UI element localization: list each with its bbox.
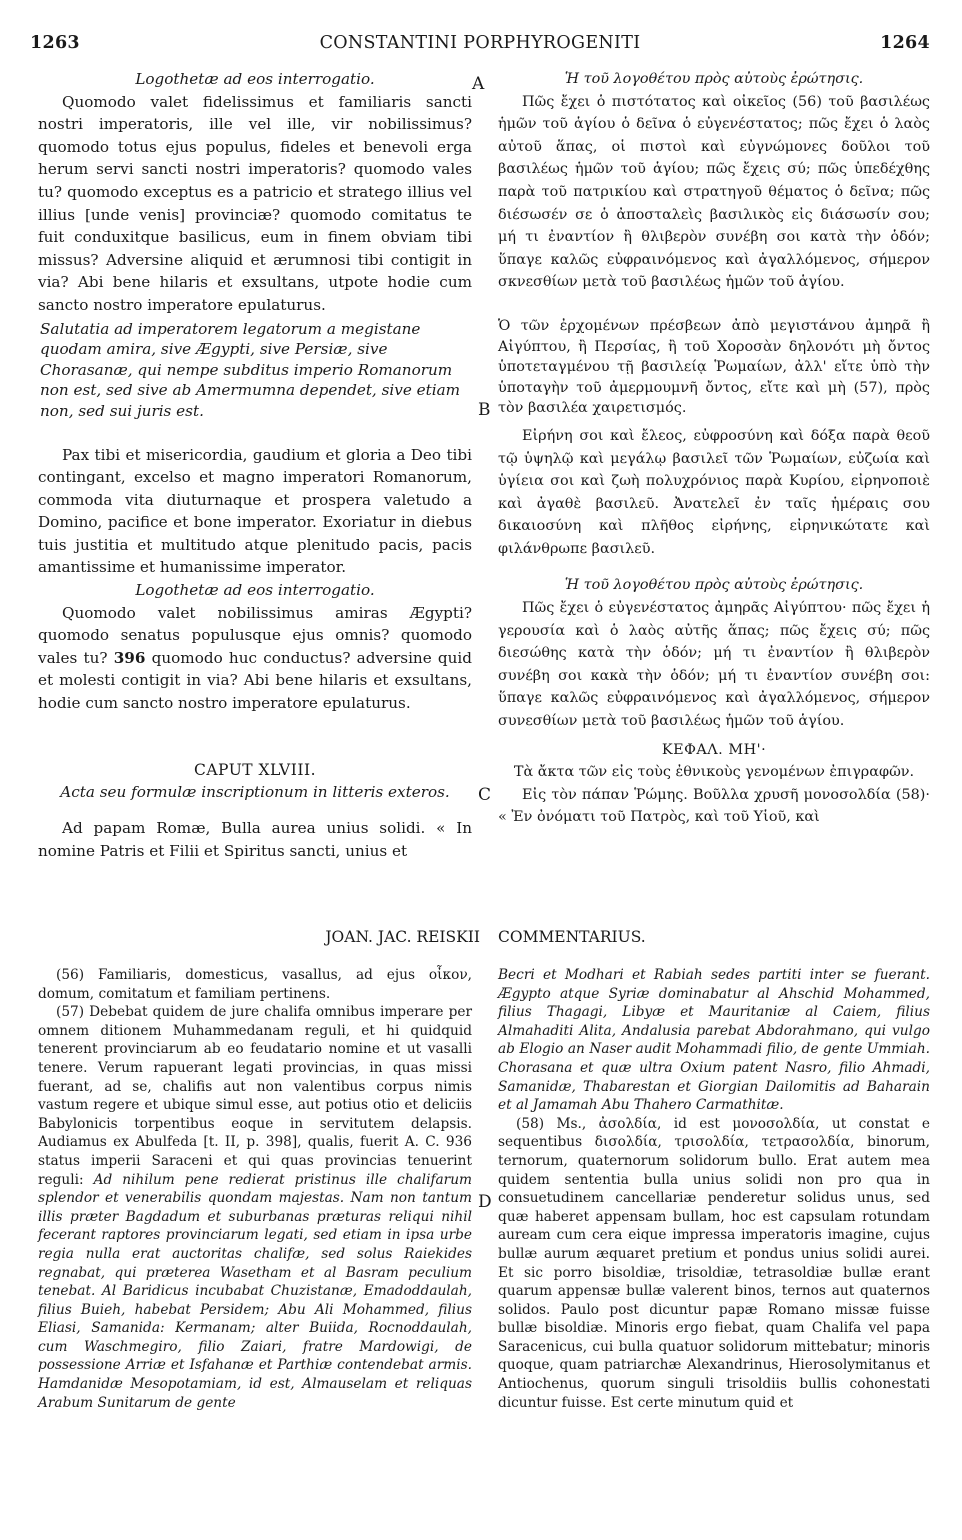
right-page-number: 1264 xyxy=(880,33,930,53)
notes-right-column xyxy=(498,966,930,1412)
latin-paragraph-3-part-a: Quomodo valet nobilissimus amiras Ægypti? quomodo senatus populusque ejus omnis? quomodo vales tu? xyxy=(38,603,472,667)
running-title: CONSTANTINI PORPHYROGENITI xyxy=(319,33,641,53)
note-58: (58) Ms., ἀσολδία, id est μονοσολδία, ut constat e sequentibus δισολδία, τρισολδία, τετρασολδία, binorum, ternorum, quaternorum solidorum bullo. Erat autem mea quidem sententia bulla unius solidi non pro qua in consuetudinem cancellariæ penderetur solidus unus, sed quæ haberet appensam bullam, hoc est capsulam rotundam auream cum cera eique impressa imperatoris imagine, cujus bullæ aurum æquaret pretium et pondus unius solidi aurei. Et sic porro bisoldiæ, trisoldiæ, tetrasoldiæ bullæ erant quarum appensæ bullæ valerent binos, ternos aut quaternos solidos. Paulo post dicuntur papæ Romano missæ fuisse bullæ bisoldiæ. Minoris ergo fiebat, quam Chalifa vel papa Saracenicus, cui bulla quatuor solidorum mittebatur; minoris quoque, quam patriarchæ Alexandrinus, Hierosolymitanus et Antiochenus, quorum singuli trisoldiis bullis cohonestati dicuntur fuisse. Est certe minutum quid et xyxy=(498,1115,930,1411)
greek-paragraph-1: Πῶς ἔχει ὁ πιστότατος καὶ οἰκεῖος (56) τοῦ βασιλέως ἡμῶν τοῦ ἁγίου ὁ δεῖνα ὁ εὐγενέστατος; πῶς ἔχει ὁ λαὸς αὐτοῦ ἅπας, οἱ πιστοὶ καὶ εὐγνώμονες δοῦλοι τοῦ βασιλέως ἡμῶν τοῦ ἁγίου; πῶς ἔχεις σύ; πῶς ὑπεδέχθης παρὰ τοῦ πατρικίου καὶ στρατηγοῦ θέματος ὁ δεῖνα; πῶς διέσωσέν σε ὁ ἀποσταλεὶς βασιλικὸς εἰς διάσωσίν σου; μή τι ἐναντίον ἢ θλιβερὸν συνέβη σοι κατὰ τὴν ὁδόν; ὕπαγε καλῶς εὐφραινόμενος καὶ ἀγαλλόμενος, σήμερον σκνεσθίων μετὰ τοῦ βασιλέως ἡμῶν τοῦ ἁγίου. xyxy=(498,93,930,291)
margin-page-number: 396 xyxy=(113,648,146,667)
latin-column xyxy=(38,68,472,862)
margin-marker-b: B xyxy=(478,400,491,420)
latin-chapter-subtitle: Acta seu formulæ inscriptionum in litteris exteros. xyxy=(60,782,450,801)
left-page-number: 1263 xyxy=(30,33,80,53)
page-header xyxy=(30,33,930,63)
note-57 xyxy=(38,1003,472,1412)
latin-paragraph-3 xyxy=(38,602,472,715)
latin-chapter-title: CAPUT XLVIII. xyxy=(193,760,317,779)
latin-paragraph-4: Ad papam Romæ, Bulla aurea unius solidi. « In nomine Patris et Filii et Spiritus sancti, unius et xyxy=(38,819,472,860)
greek-rubric-1: Ἡ τοῦ λογοθέτου πρὸς αὐτοὺς ἐρώτησις. xyxy=(564,71,864,87)
greek-paragraph-4: Πῶς ἔχει ὁ εὐγενέστατος ἀμηρᾶς Αἰγύπτου· πῶς ἔχει ἡ γερουσία καὶ ὁ λαὸς αὐτῆς ἅπας; πῶς ἔχεις σύ; πῶς διεσώθης κατὰ τὴν ὁδόν; μή τι ἐναντίον ἢ θλιβερὸν συνέβη σοι κακὰ τὴν ὁδόν; μή τι ἐναντίον συνέβη σοι: ὕπαγε καλῶς εὐφραινόμενος καὶ ἀγαλλόμενος, σήμερον συνεσθίων μετὰ τοῦ βασιλέως ἡμῶν τοῦ ἁγίου. xyxy=(498,600,930,730)
latin-rubric-2: Salutatia ad imperatorem legatorum a megistane quodam amira, sive Ægypti, sive Persiæ, sive Chorasanæ, qui nempe subditus imperio Romanorum non est, sed sive ab Amermumna dependet, sive etiam non, sed sui juris est. xyxy=(40,319,461,420)
greek-chapter-subtitle: Τὰ ἄκτα τῶν εἰς τοὺς ἐθνικοὺς γενομένων ἐπιγραφῶν. xyxy=(513,764,915,781)
margin-marker-d: D xyxy=(478,1192,492,1212)
latin-rubric-3: Logothetæ ad eos interrogatio. xyxy=(135,581,375,600)
note-57-roman: (57) Debebat quidem de jure chalifa omnibus imperare per omnem ditionem Muhammedanam reguli, et hi quidquid tenerent provinciarum ab eo feudatario nomine et ut vasalli tenere. Verum rapuerant legati provincias, in quas missi fuerant, ad se, chalifis aut non valentibus corpus nimis vastum regere et ubique simul esse, aut potius otio et deliciis Babylonicis torpentibus eoque in servitutem delapsis. Audiamus ex Abulfeda [t. II, p. 398], qualis, fuerit A. C. 936 status imperii Saraceni et qui quas provincias tenuerint reguli: xyxy=(38,1004,472,1188)
latin-paragraph-3-part-b: quomodo huc conductus? adversine quid et molesti contigit in via? Abi bene hilaris et exsultans, hodie cum sancto nostro imperatore epulaturus. xyxy=(38,648,472,713)
latin-rubric-1: Logothetæ ad eos interrogatio. xyxy=(135,70,375,88)
greek-chapter-title: ΚΕΦΑΛ. ΜΗ'· xyxy=(661,741,767,758)
author-signature: JOAN. JAC. REISKII xyxy=(325,928,480,946)
greek-column xyxy=(498,68,930,829)
latin-paragraph-2: Pax tibi et misericordia, gaudium et gloria a Deo tibi contingant, excelso et magno imperatori Romanorum, commoda vita diuturnaque et prospera valetudo a Domino, pacifice et bone imperator. Exoriatur in diebus tuis justitia et multitudo atque plenitudo pacis, pacis amantissime et humanissime imperator. xyxy=(38,445,472,577)
greek-paragraph-2: Ὁ τῶν ἐρχομένων πρέσβεων ἀπὸ μεγιστάνου ἀμηρᾶ ἢ Αἰγύπτου, ἢ Περσίας, ἢ τοῦ Χοροσὰν δηλονότι μὴ ὄντος ὑποτεταγμένου τῇ βασιλείᾳ Ῥωμαίων, ἀλλ' εἴτε ὑπὸ τὴν ὑποταγὴν τοῦ ἀμερμουμνῆ ὄντος, εἴτε καὶ μὴ (57), πρὸς τὸν βασιλέα χαιρετισμός. xyxy=(498,317,930,417)
note-57-continued: Becri et Modhari et Rabiah sedes partiti inter se fuerant. Ægypto atque Syriæ dominabatur al Ahschid Mohammed, filius Thagagi, Libyæ et Mauritaniæ al Caiem, filius Almahaditi Alita, Andalusia parebat Abdorahmano, qui vulgo ab Elogio an Naser audit Mohammadi filio, de gente Ummiah. Chorasana et quæ ultra Oxium patent Nasro, filio Ahmadi, Samanidæ, Thabarestan et Giorgian Dailomitis ad Baharain et al Jamamah Abu Thahero Carmathitæ. xyxy=(498,967,930,1114)
commentary-title: COMMENTARIUS. xyxy=(498,928,646,946)
greek-paragraph-5: Εἰς τὸν πάπαν Ῥώμης. Βοῦλλα χρυσῆ μονοσολδία (58)· « Ἐν ὀνόματι τοῦ Πατρὸς, καὶ τοῦ Υἱοῦ, καὶ xyxy=(498,786,930,826)
note-57-italic: Ad nihilum pene redierat pristinus ille chalifarum splendor et venerabilis quondam majestas. Nam non tantum illis præter Bagdadum et suburbanas præturas reliqui nihil fecerant raptores provinciarum legati, sed etiam in ipsa urbe regia nulla erat auctoritas chalifæ, sed solus Raiekides regnabat, qui præterea Wasetham et al Basram peculium tenebat. Al Baridicus incubabat Chuzistanæ, Emadoddaulah, filius Buieh, habebat Persidem; Abu Ali Mohammed, filius Eliasi, Samanida: Kermanam; alter Buiida, Rocnoddaulah, cum Waschmegiro, filio Zaiari, fratre Mardowigi, de possessione Arriæ et Isfahanæ et Parthiæ contendebat armis. Hamdanidæ Mesopotamiam, id est, Almauselam et reliquas Arabum Sunitarum de gente xyxy=(38,1171,473,1411)
commentary-heading xyxy=(38,928,930,952)
margin-marker-c: C xyxy=(478,785,492,805)
greek-paragraph-3: Εἰρήνη σοι καὶ ἔλεος, εὐφροσύνη καὶ δόξα παρὰ θεοῦ τῷ ὑψηλῷ καὶ μεγάλῳ βασιλεῖ τῶν Ῥωμαίων, εὐζωία καὶ ὑγίεια σοι καὶ ζωὴ πολυχρόνιος παρὰ Κυρίου, εἰρηνοποιὲ καὶ ἀγαθὲ βασιλεῦ. Ἀνατελεῖ ἐν ταῖς ἡμέραις σου δικαιοσύνη καὶ πλῆθος εἰρήνης, εἰρηνικώτατε καὶ φιλάνθρωπε βασιλεῦ. xyxy=(498,427,930,557)
latin-paragraph-1: Quomodo valet fidelissimus et familiaris sancti nostri imperatoris, ille vel ille, vir nobilissimus? quomodo totus ejus populus, fideles et benevoli erga herum servi sancti nostri imperatoris? quomodo vales tu? quomodo exceptus es a patricio et stratego illius vel illius [unde venis] provinciæ? quomodo comitatus te fuit conduxitque basilicus, eum in finem obviam tibi missus? Adversine aliquid et ærumnosi tibi contigit in via? Abi bene hilaris et exsultans, utpote hodie cum sancto nostro imperatore epulaturus. xyxy=(38,92,472,314)
note-56: (56) Familiaris, domesticus, vasallus, ad ejus οἶκον, domum, comitatum et familiam pertinens. xyxy=(38,967,472,1002)
greek-rubric-2: Ἡ τοῦ λογοθέτου πρὸς αὐτοὺς ἐρώτησις. xyxy=(564,577,864,594)
notes-left-column xyxy=(38,966,472,1412)
margin-marker-a: A xyxy=(472,74,485,94)
